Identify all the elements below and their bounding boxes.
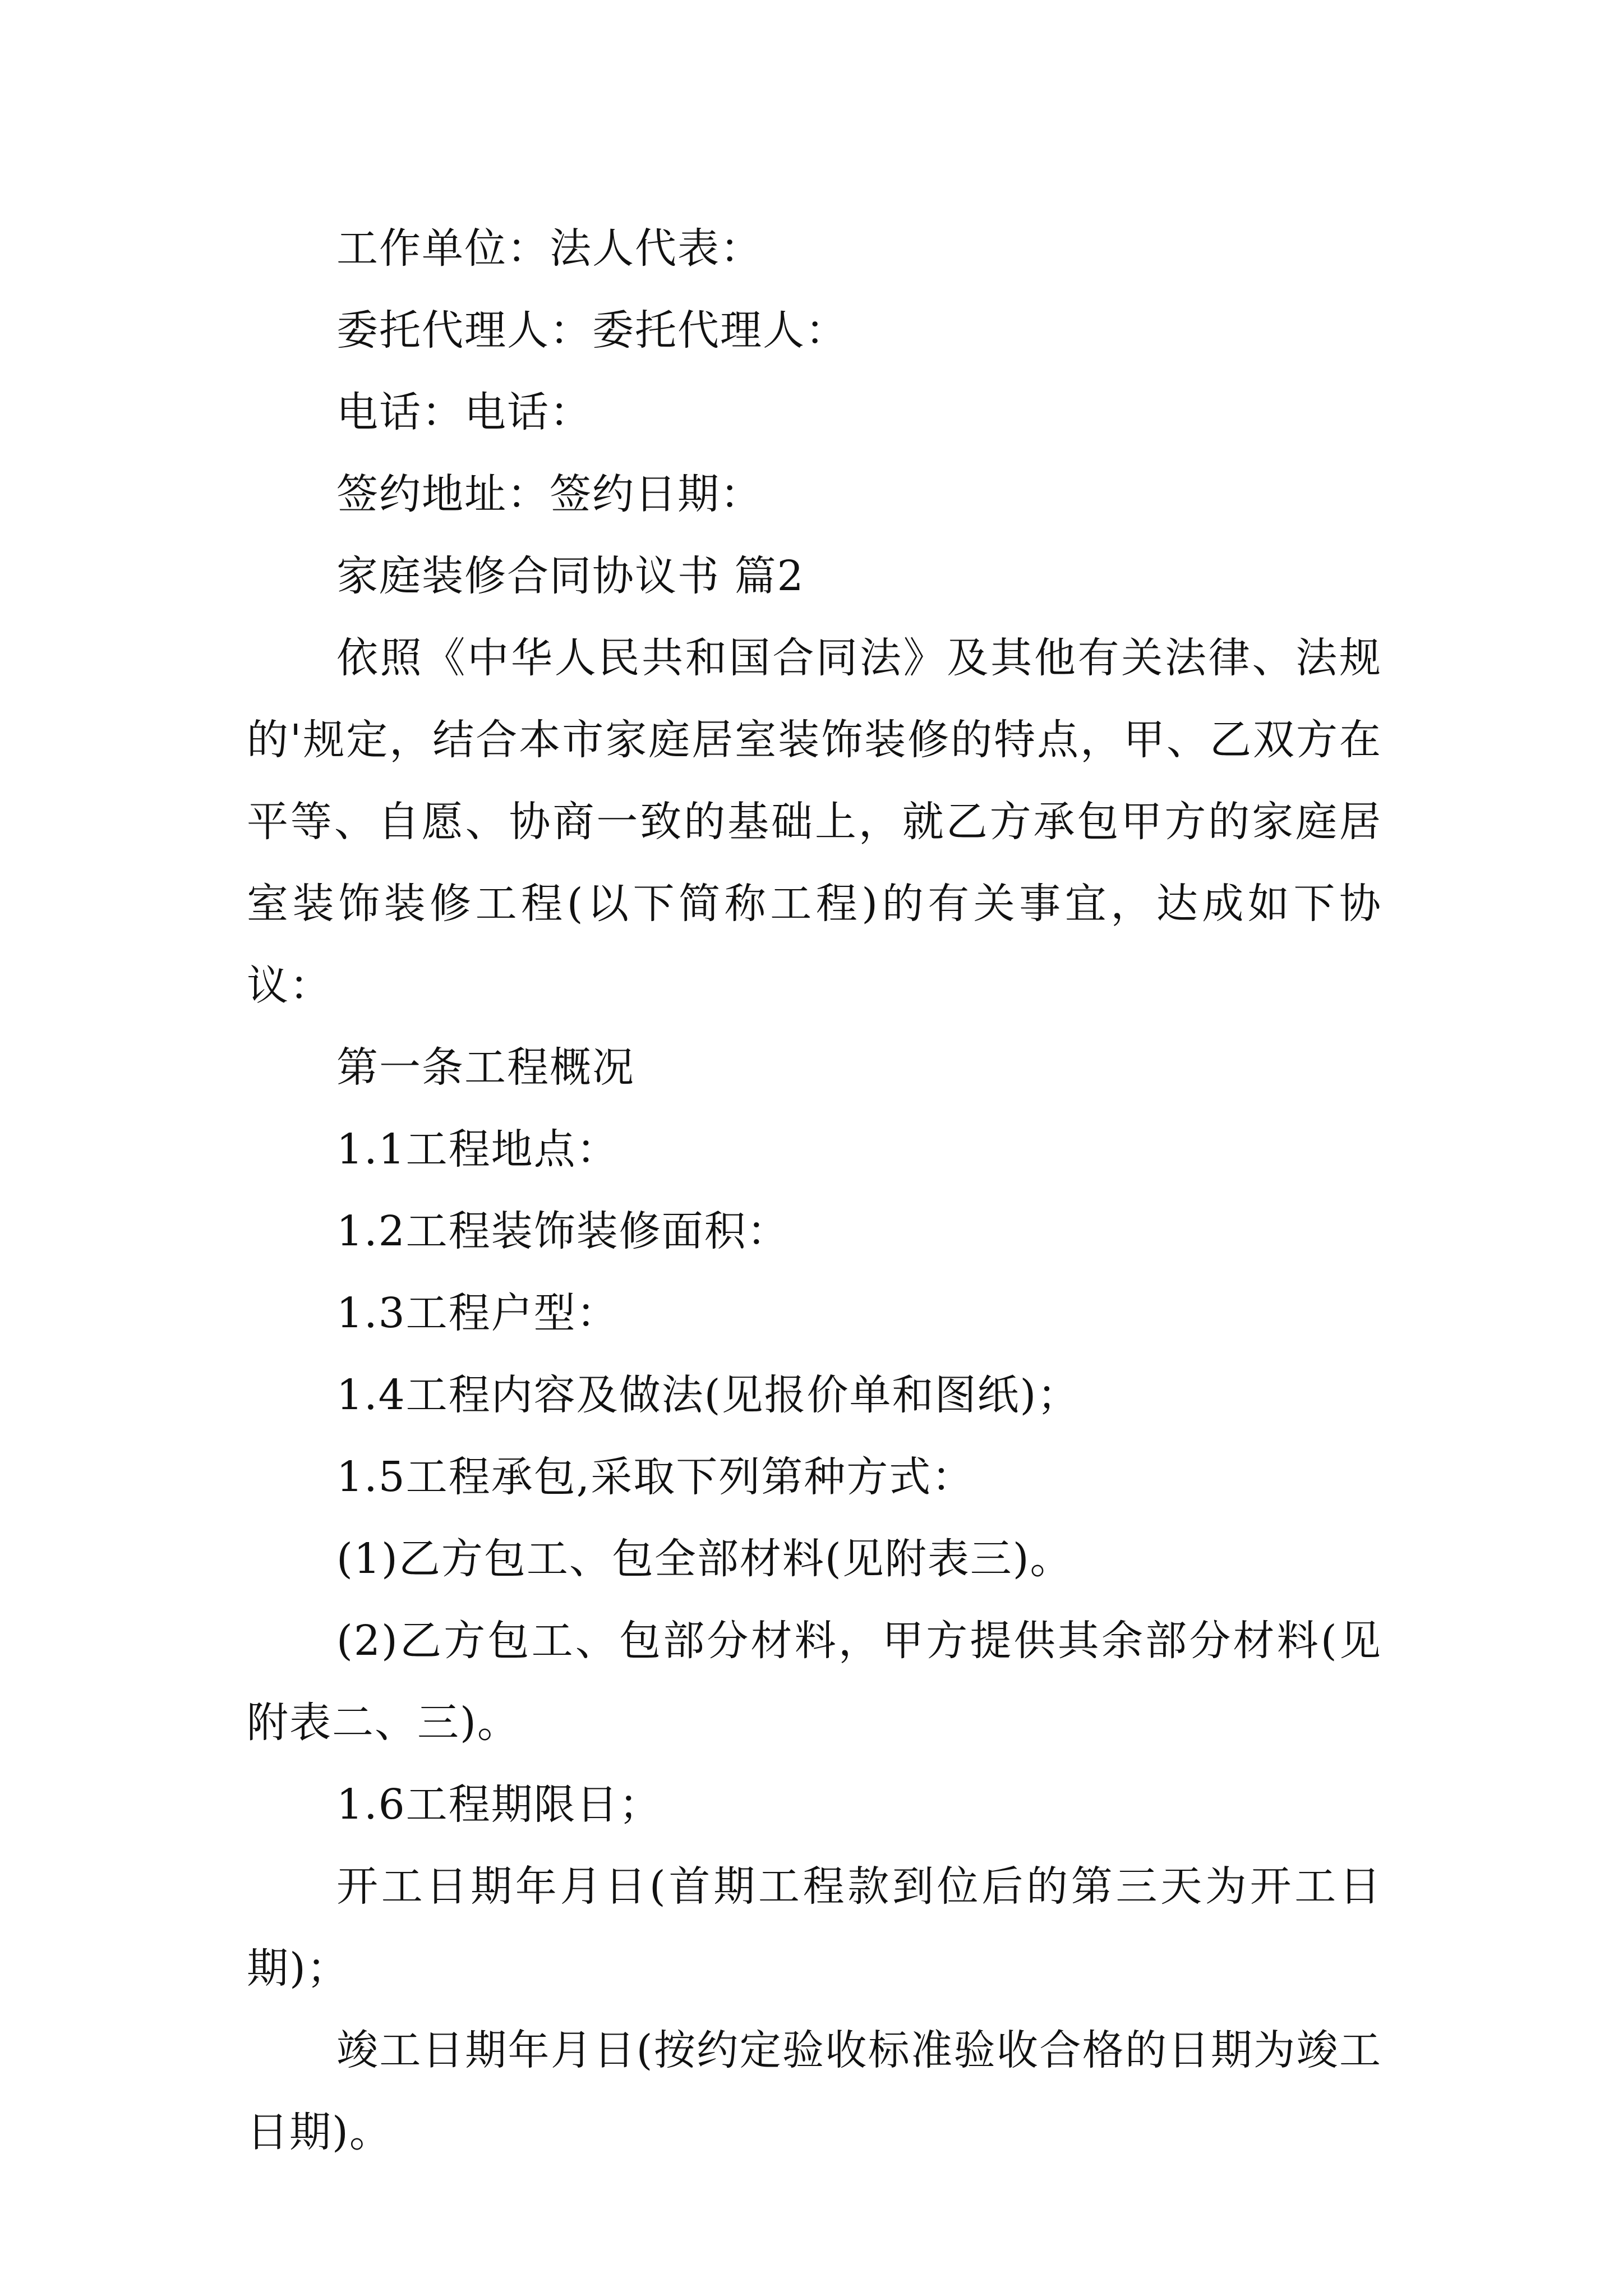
clause-1-4: 1.4工程内容及做法(见报价单和图纸)；: [336, 1371, 1080, 1419]
paragraph-sign-place-date: 签约地址：签约日期：: [336, 470, 763, 518]
clause-1-1: 1.1工程地点：: [336, 1125, 619, 1174]
article-heading: 第一条工程概况: [336, 1043, 635, 1092]
clause-1-6: 1.6工程期限日；: [336, 1780, 662, 1829]
clause-1-3: 1.3工程户型：: [336, 1289, 619, 1337]
paragraph-phone: 电话：电话：: [336, 388, 592, 436]
clause-option-2: (2)乙方包工、包部分材料，甲方提供其余部分材料(见附表二、三)。: [247, 1617, 1382, 1747]
clause-1-2: 1.2工程装饰装修面积：: [336, 1207, 790, 1255]
paragraph-completion-date: 竣工日期年月日(按约定验收标准验收合格的日期为竣工日期)。: [247, 2026, 1382, 2156]
paragraph-work-unit: 工作单位：法人代表：: [336, 224, 763, 273]
clause-1-5: 1.5工程承包,采取下列第种方式：: [336, 1453, 975, 1501]
section-heading: 家庭装修合同协议书 篇2: [336, 552, 805, 600]
paragraph-preamble: 依照《中华人民共和国合同法》及其他有关法律、法规的'规定，结合本市家庭居室装饰装修的特点，甲、乙双方在平等、自愿、协商一致的基础上，就乙方承包甲方的家庭居室装饰装修工程(以下简称工程)的有关事宜，达成如下协议：: [247, 634, 1382, 1010]
document-body: [247, 208, 1382, 2173]
paragraph-start-date: 开工日期年月日(首期工程款到位后的第三天为开工日期)；: [247, 1862, 1382, 1993]
paragraph-agent: 委托代理人：委托代理人：: [336, 306, 848, 355]
clause-option-1: (1)乙方包工、包全部材料(见附表三)。: [336, 1535, 1073, 1583]
